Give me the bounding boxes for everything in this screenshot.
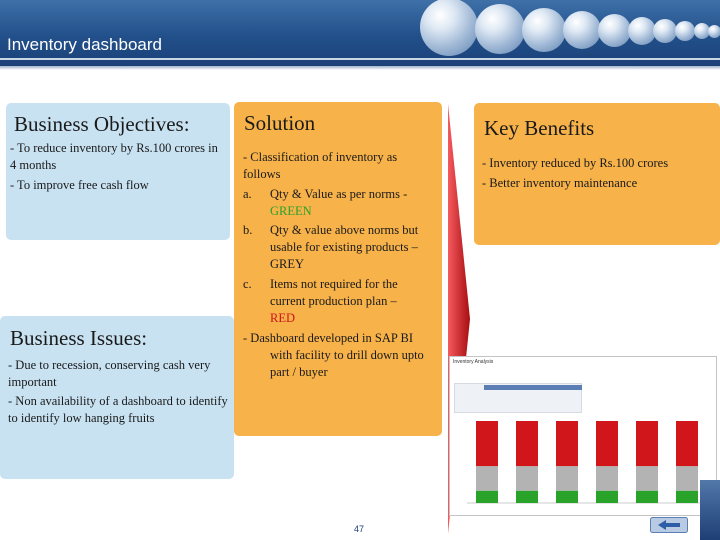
solution-closing — [243, 330, 439, 381]
benefits-heading: Key Benefits — [484, 116, 595, 140]
header-rule — [0, 58, 720, 60]
decorative-orb — [598, 14, 631, 47]
screenshot-bar-green-segment — [636, 491, 658, 503]
benefits-item: - Better inventory maintenance — [482, 176, 638, 190]
back-arrow-icon[interactable] — [650, 517, 688, 533]
decorative-orb — [522, 8, 566, 52]
screenshot-bar-green-segment — [516, 491, 538, 503]
objectives-item: - To reduce inventory by Rs.100 crores in 4 months — [10, 141, 218, 172]
solution-intro: - Classification of inventory as follows — [243, 150, 398, 181]
screenshot-bar-red-segment — [556, 421, 578, 466]
issues-item: - Non availability of a dashboard to identify to identify low hanging fruits — [8, 394, 228, 425]
red-tag: RED — [270, 311, 295, 325]
screenshot-bar-grey-segment — [596, 466, 618, 491]
solution-closing-rest: with facility to drill down upto part / buyer — [270, 348, 424, 379]
corner-accent — [700, 480, 720, 540]
solution-marker: b. — [243, 223, 253, 237]
screenshot-bar-green-segment — [596, 491, 618, 503]
screenshot-bar-grey-segment — [476, 466, 498, 491]
screenshot-bar-red-segment — [476, 421, 498, 466]
solution-closing-lead: - Dashboard developed in SAP BI — [243, 331, 413, 345]
page-title: Inventory dashboard — [7, 35, 162, 54]
decorative-orb — [475, 4, 525, 54]
screenshot-bar-green-segment — [556, 491, 578, 503]
page-number: 47 — [354, 524, 365, 534]
dashboard-screenshot — [449, 356, 717, 516]
solution-item — [270, 186, 436, 220]
decorative-orb — [675, 21, 695, 41]
screenshot-bar-red-segment — [596, 421, 618, 466]
solution-item-text: Qty & Value as per norms - — [270, 187, 408, 201]
header-band — [0, 0, 720, 66]
solution-heading: Solution — [244, 111, 316, 135]
header-shadow — [0, 66, 720, 70]
decorative-orb — [628, 17, 656, 45]
objectives-heading: Business Objectives: — [14, 112, 190, 136]
issues-heading: Business Issues: — [10, 326, 148, 350]
green-tag: GREEN — [270, 204, 312, 218]
screenshot-bar-grey-segment — [676, 466, 698, 491]
screenshot-table-header — [484, 385, 582, 390]
screenshot-bar-green-segment — [676, 491, 698, 503]
decorative-orb — [420, 0, 478, 56]
solution-marker: a. — [243, 187, 252, 201]
solution-item: Qty & value above norms but usable for existing products – GREY — [270, 223, 419, 271]
screenshot-bar-green-segment — [476, 491, 498, 503]
screenshot-bar-grey-segment — [636, 466, 658, 491]
solution-item — [270, 276, 426, 327]
screenshot-bar-red-segment — [636, 421, 658, 466]
benefits-item: - Inventory reduced by Rs.100 crores — [482, 156, 669, 170]
screenshot-caption: Inventory Analysis — [453, 359, 494, 365]
objectives-item: - To improve free cash flow — [10, 178, 149, 192]
screenshot-bar-grey-segment — [556, 466, 578, 491]
issues-item: - Due to recession, conserving cash very important — [8, 358, 211, 389]
screenshot-bar-grey-segment — [516, 466, 538, 491]
solution-item-text: Items not required for the current production plan – — [270, 277, 398, 308]
solution-marker: c. — [243, 277, 252, 291]
decorative-orb — [708, 25, 720, 38]
decorative-orb — [653, 19, 677, 43]
decorative-orb — [563, 11, 601, 49]
screenshot-bar-red-segment — [676, 421, 698, 466]
screenshot-bar-red-segment — [516, 421, 538, 466]
screenshot-chart — [453, 415, 715, 515]
